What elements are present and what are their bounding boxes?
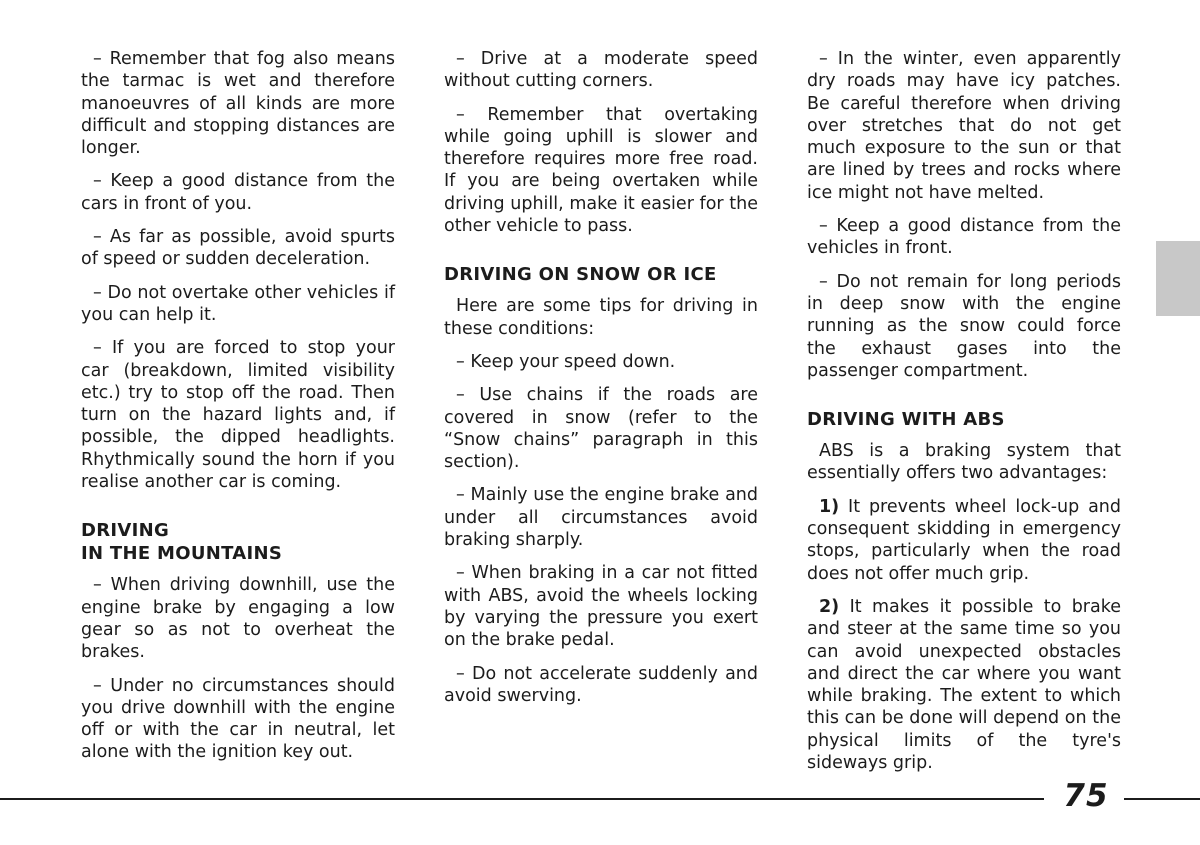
paragraph-speed-down: – Keep your speed down. (456, 351, 676, 372)
advantage-number-2: 2) (819, 596, 840, 617)
paragraph-accelerate: – Do not accelerate suddenly and avoid swerving. (444, 663, 758, 706)
heading-mountains-line2: IN THE MOUNTAINS (81, 543, 283, 565)
column-left (81, 48, 395, 775)
paragraph-distance: – Keep a good distance from the cars in front of you. (81, 171, 395, 214)
paragraph-spurts: – As far as possible, avoid spurts of speed or sudden deceleration. (81, 227, 395, 270)
paragraph-engine-brake: – Mainly use the engine brake and under all circumstances avoid braking sharply. (444, 485, 758, 551)
paragraph-moderate-speed: – Drive at a moderate speed without cutting corners. (444, 49, 758, 92)
advantage-text-1: It prevents wheel lock-up and consequent skidding in emergency stops, particularly when the road does not offer much grip. (807, 496, 1121, 584)
paragraph-no-abs: – When braking in a car not fitted with ABS, avoid the wheels locking by varying the pressure you exert on the brake pedal. (444, 563, 758, 651)
footer-rule-left (0, 798, 1044, 800)
paragraph-vehicle-distance: – Keep a good distance from the vehicles in front. (807, 216, 1121, 259)
paragraph-forced-stop: – If you are forced to stop your car (breakdown, limited visibility etc.) try to stop off the road. Then turn on the hazard lights and, if possible, the dipped headlights. Rhythmically sound the horn if you realise another car is coming. (81, 338, 395, 493)
paragraph-winter: – In the winter, even apparently dry roads may have icy patches. Be careful therefore when driving over stretches that do not get much exposure to the sun or that are lined by trees and rocks where ice might not have melted. (807, 49, 1121, 203)
advantage-number-1: 1) (819, 496, 840, 517)
paragraph-abs-intro: ABS is a braking system that essentially offers two advantages: (807, 441, 1121, 484)
advantage-text-2: It makes it possible to brake and steer at the same time so you can avoid unexpected obstacles and direct the car where you want while braking. The extent to which this can be done will depend on the physical limits of the tyre's sideways grip. (807, 596, 1121, 774)
heading-snow-ice: DRIVING ON SNOW OR ICE (444, 264, 717, 286)
heading-mountains (81, 519, 395, 565)
paragraph-engine-off: – Under no circumstances should you drive downhill with the engine off or with the car in neutral, let alone with the ignition key out. (81, 675, 395, 763)
page-number: 75 (1063, 778, 1109, 814)
paragraph-abs-advantage-2 (807, 596, 1121, 774)
column-middle (444, 48, 758, 718)
heading-abs: DRIVING WITH ABS (807, 409, 1005, 431)
footer-rule-right (1124, 798, 1200, 800)
section-thumb-tab (1156, 241, 1200, 316)
heading-mountains-line1: DRIVING (81, 520, 170, 542)
paragraph-downhill: – When driving downhill, use the engine brake by engaging a low gear so as not to overheat the brakes. (81, 575, 395, 663)
paragraph-abs-advantage-1 (807, 496, 1121, 585)
column-right (807, 48, 1121, 785)
paragraph-tips: Here are some tips for driving in these conditions: (444, 296, 758, 339)
paragraph-chains: – Use chains if the roads are covered in snow (refer to the “Snow chains” paragraph in this section). (444, 385, 758, 473)
paragraph-fog: – Remember that fog also means the tarmac is wet and therefore manoeuvres of all kinds are more difficult and stopping distances are longer. (81, 49, 395, 159)
paragraph-deep-snow: – Do not remain for long periods in deep snow with the engine running as the snow could force the exhaust gases into the passenger compartment. (807, 271, 1121, 381)
paragraph-uphill: – Remember that overtaking while going uphill is slower and therefore requires more free road. If you are being overtaken while driving uphill, make it easier for the other vehicle to pass. (444, 104, 758, 237)
paragraph-overtake: – Do not overtake other vehicles if you can help it. (81, 282, 395, 325)
